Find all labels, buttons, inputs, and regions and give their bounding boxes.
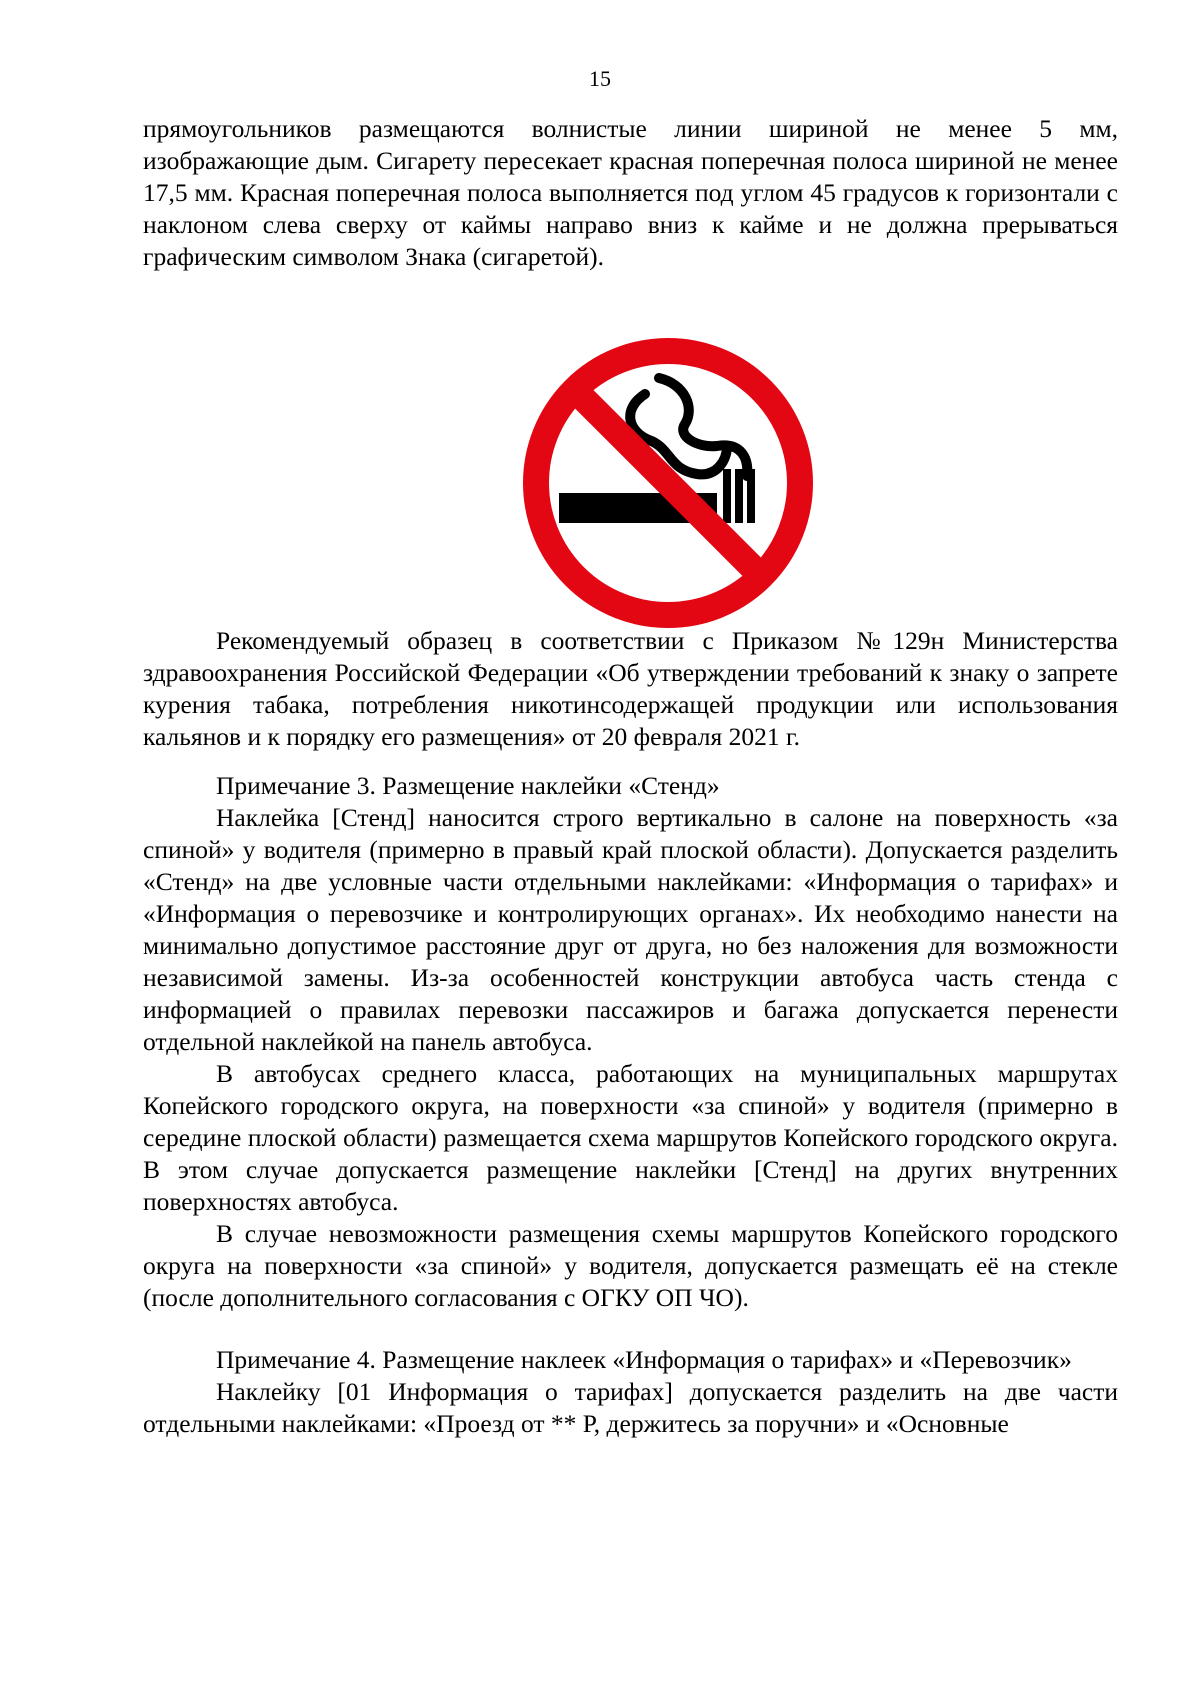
note-3-paragraph: В случае невозможности размещения схемы маршрутов Копейского городского округа на поверхности «за спиной» у водителя, допускается размещать её на стекле (после дополнительного согласования с ОГКУ ОП ЧО).	[143, 1219, 1118, 1312]
note-3-title: Примечание 3. Размещение наклейки «Стенд»	[216, 771, 720, 800]
intro-text: прямоугольников размещаются волнистые линии шириной не менее 5 мм, изображающие дым. Сигарету пересекает красная поперечная полоса шириной не менее 17,5 мм. Красная поперечная полоса выполняется под углом 45 градусов к горизонтали с наклоном слева сверху от каймы направо вниз к кайме и не должна прерываться графическим символом Знака (сигаретой).	[143, 114, 1118, 271]
note-4-title: Примечание 4. Размещение наклеек «Информация о тарифах» и «Перевозчик»	[216, 1345, 1072, 1374]
page-number: 15	[589, 66, 611, 91]
recommended-sample-paragraph	[143, 625, 1118, 753]
no-smoking-icon	[521, 336, 815, 630]
note-3-section	[143, 770, 1118, 1314]
note-4-paragraph: Наклейку [01 Информация о тарифах] допускается разделить на две части отдельными наклейками: «Проезд от ** Р, держитесь за поручни» и «Основные	[143, 1377, 1118, 1438]
recommended-text: Рекомендуемый образец в соответствии с Приказом №129н Министерства здравоохранения Российской Федерации «Об утверждении требований к знаку о запрете курения табака, потребления никотинсодержащей продукции или использования кальянов и к порядку его размещения» от 20 февраля 2021 г.	[143, 626, 1118, 751]
note-4-section	[143, 1344, 1118, 1440]
intro-paragraph	[143, 113, 1118, 273]
note-3-paragraph: В автобусах среднего класса, работающих на муниципальных маршрутах Копейского городского округа, на поверхности «за спиной» у водителя (примерно в середине плоской области) размещается схема маршрутов Копейского городского округа. В этом случае допускается размещение наклейки [Стенд] на других внутренних поверхностях автобуса.	[143, 1059, 1118, 1216]
note-3-paragraph: Наклейка [Стенд] наносится строго вертикально в салоне на поверхность «за спиной» у водителя (примерно в правый край плоской области). Допускается разделить «Стенд» на две условные части отдельными наклейками: «Информация о тарифах» и «Информация о перевозчике и контролирующих органах». Их необходимо нанести на минимально допустимое расстояние друг от друга, но без наложения для возможности независимой замены. Из-за особенностей конструкции автобуса часть стенда с информацией о правилах перевозки пассажиров и багажа допускается перенести отдельной наклейкой на панель автобуса.	[143, 803, 1118, 1056]
